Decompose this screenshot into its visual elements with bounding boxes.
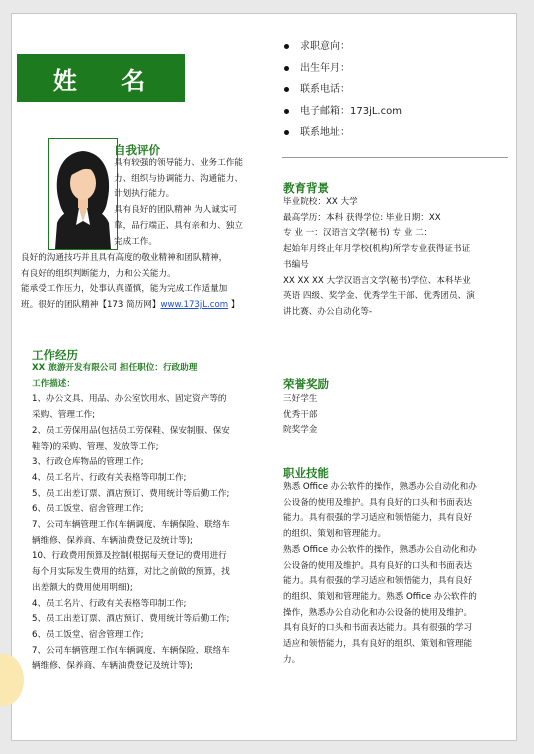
work-line: 6、员工饭堂、宿舍管理工作; [32, 504, 144, 515]
work-desc-label: 工作描述： [32, 378, 75, 389]
work-line: 5、员工出差订票、酒店预订、费用统计等后勤工作; [32, 614, 230, 625]
work-line: 辆维修、保养商、车辆油费登记及统计等); [32, 661, 193, 672]
section-title-work: 工作经历 [32, 348, 78, 362]
woman-portrait-icon [49, 139, 117, 249]
contact-item: 求职意向： [284, 36, 402, 58]
contact-item: 联系电话： [284, 79, 402, 101]
work-text [32, 361, 230, 675]
self-eval-text: 具有较强的领导能力、业务工作能 力、组织与协调能力、沟通能力、 计划执行能力。 具有良好的团队精神 为人诚实可 靠，品行端正、具有亲和力、独立 完成工作。 [114, 158, 243, 247]
section-title-education: 教育背景 [283, 181, 329, 195]
awards-text: 三好学生 优秀干部 院奖学金 [283, 394, 318, 436]
bullet-icon [284, 130, 289, 135]
work-line: 7、公司车辆管理工作(车辆调度、车辆保险、联络车 [32, 645, 230, 656]
work-company: XX 旅游开发有限公司 担任职位：行政助理 [32, 363, 198, 373]
work-line: 采购、管理工作; [32, 410, 96, 421]
bullet-icon [284, 109, 289, 114]
work-line: 每个月实际发生费用的结算，对比之前做的预算，找 [32, 567, 230, 578]
work-line: 3、行政仓库物品的管理工作; [32, 457, 144, 468]
name-banner: 姓 名 [17, 54, 185, 102]
work-line: 6、员工饭堂、宿舍管理工作; [32, 629, 144, 640]
section-title-awards: 荣誉奖励 [283, 377, 329, 391]
resume-page [11, 13, 517, 741]
decorative-circle [0, 654, 24, 706]
bullet-icon [284, 44, 289, 49]
work-line: 辆维修、保养商、车辆油费登记及统计等); [32, 535, 193, 546]
contact-item: 出生年月： [284, 58, 402, 80]
work-line: 2、员工劳保用品(包括员工劳保鞋、保安制服、保安 [32, 425, 230, 436]
section-title-skills: 职业技能 [283, 466, 329, 480]
work-line: 4、员工名片、行政有关表格等印制工作; [32, 472, 187, 483]
self-eval-text-wide: 良好的沟通技巧并且具有高度的敬业精神和团队精神， 有良好的组织判断能力，力和公关能力。 能承受工作压力，处事认真谨慎，能为完成工作适量加 班。很好的团队精神【173 简历网】www.173jL.com 】 [21, 253, 240, 311]
bullet-icon [284, 66, 289, 71]
contact-item: 电子邮箱：173jL.com [284, 101, 402, 123]
work-line: 5、员工出差订票、酒店预订、费用统计等后勤工作; [32, 488, 230, 499]
work-line: 7、公司车辆管理工作(车辆调度、车辆保险、联络车 [32, 520, 230, 531]
education-text: 毕业院校：XX 大学 最高学历：本科 获得学位: 毕业日期：XX 专 业 一：汉语言文学(秘书) 专 业 二： 起始年月终止年月学校(机构)所学专业获得证书证 书编号 XX XX XX 大学汉语言文学(秘书)学位、本科毕业 英语 四级、奖学金、优秀学生干部、优秀团员、演 讲比赛、办公自动化等- [283, 197, 475, 317]
section-title-self-eval: 自我评价 [114, 143, 160, 157]
contact-item: 联系地址： [284, 122, 402, 144]
work-line: 4、员工名片、行政有关表格等印制工作; [32, 598, 187, 609]
bullet-icon [284, 87, 289, 92]
divider [282, 157, 508, 158]
website-link[interactable]: www.173jL.com [160, 300, 229, 311]
skills-text: 熟悉 Office 办公软件的操作，熟悉办公自动化和办 公设备的使用及维护。具有良好的口头和书面表达 能力。具有很强的学习适应和领悟能力，具有良好 的组织、策划和管理能力。 熟悉 Office 办公软件的操作，熟悉办公自动化和办 公设备的使用及维护。具有良好的口头和书面表达 能力。具有很强的学习适应和领悟能力，具有良好 的组织、策划和管理能力。熟悉 Office 办公软件的 操作，熟悉办公自动化和办公设备的使用及维护。 具有良好的口头和书面表达能力。具有很强的学习 适应和领悟能力，具有良好的组织、策划和管理能 力。 [283, 482, 477, 665]
contact-list [284, 36, 402, 144]
avatar [48, 138, 118, 250]
work-line: 鞋等)的采购、管理、发放等工作; [32, 441, 159, 452]
work-line: 出差额大的费用使用明细); [32, 582, 133, 593]
work-line: 10、行政费用预算及控制(根据每天登记的费用进行 [32, 551, 227, 562]
work-line: 1、办公文具、用品、办公室饮用水、固定资产等的 [32, 394, 227, 405]
